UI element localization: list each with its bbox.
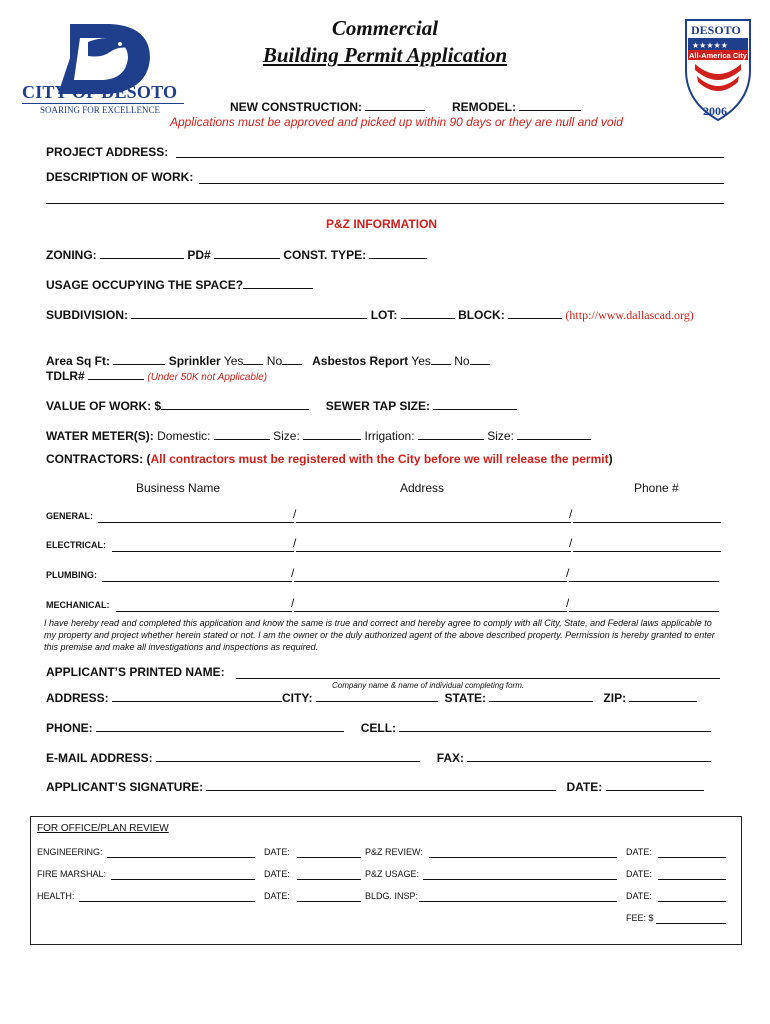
pz-review-label: P&Z REVIEW: [365, 847, 423, 857]
value-row: VALUE OF WORK: $ SEWER TAP SIZE: [46, 398, 517, 413]
office-review-box [30, 816, 742, 945]
remodel-field[interactable] [519, 99, 581, 111]
engineering-field[interactable] [107, 857, 255, 858]
fire-marshal-label: FIRE MARSHAL: [37, 869, 107, 879]
mechanical-sep: / [291, 596, 295, 610]
pz-usage-field[interactable] [423, 879, 617, 880]
general-sep: / [293, 507, 297, 521]
engineering-label: ENGINEERING: [37, 847, 103, 857]
form-title-line1: Commercial [331, 16, 439, 40]
email-row: E-MAIL ADDRESS: FAX: [46, 750, 711, 765]
email-field[interactable] [156, 750, 420, 762]
pz-review-date-field[interactable] [658, 857, 726, 858]
health-date-label: DATE: [264, 891, 290, 901]
new-construction-label: NEW CONSTRUCTION: [230, 99, 425, 114]
general-name-field[interactable] [98, 522, 294, 523]
contractor-row-electrical: ELECTRICAL: [46, 540, 106, 550]
badge-name: DESOTO [691, 23, 741, 37]
signature-row: APPLICANT’S SIGNATURE: DATE: [46, 779, 704, 794]
usage-field[interactable] [243, 277, 313, 289]
contractor-row-plumbing: PLUMBING: [46, 570, 97, 580]
col-address: Address [400, 481, 445, 495]
city-logo [18, 18, 188, 118]
asbestos-yes[interactable] [431, 353, 451, 365]
contractor-row-mechanical: MECHANICAL: [46, 600, 110, 610]
validity-notice: Applications must be approved and picked up within 90 days or they are null and void [170, 115, 623, 129]
city-logo-rule [22, 103, 184, 104]
lot-field[interactable] [401, 307, 455, 319]
const-type-field[interactable] [369, 247, 427, 259]
address-row: ADDRESS: CITY: STATE: ZIP: [46, 690, 697, 705]
office-heading: FOR OFFICE/PLAN REVIEW [37, 823, 169, 834]
tdlr-row: TDLR# (Under 50K not Applicable) [46, 369, 268, 383]
description-field[interactable] [199, 183, 724, 184]
project-address-label: PROJECT ADDRESS: [46, 145, 169, 159]
col-phone: Phone # [634, 481, 679, 495]
bldg-date-label: DATE: [626, 891, 652, 901]
sprinkler-no[interactable] [282, 353, 302, 365]
subdivision-field[interactable] [131, 307, 367, 319]
project-address-field[interactable] [176, 157, 724, 158]
fire-marshal-field[interactable] [111, 879, 255, 880]
city-field[interactable] [316, 690, 438, 702]
form-title-line2: Building Permit Application [262, 43, 508, 67]
sewer-field[interactable] [433, 398, 517, 410]
printed-name-field[interactable] [236, 678, 720, 679]
plumbing-address-field[interactable] [294, 581, 567, 582]
domestic-size-field[interactable] [303, 428, 361, 440]
address-field[interactable] [112, 690, 282, 702]
general-sep2: / [569, 507, 573, 521]
bldg-insp-label: BLDG. INSP: [365, 891, 419, 901]
pz-usage-date-field[interactable] [658, 879, 726, 880]
water-row: WATER METER(S): Domestic: Size: Irrigation: Size: [46, 428, 591, 443]
electrical-name-field[interactable] [112, 551, 294, 552]
mechanical-phone-field[interactable] [569, 611, 719, 612]
plumbing-phone-field[interactable] [569, 581, 719, 582]
pd-field[interactable] [214, 247, 280, 259]
usage-label: USAGE OCCUPYING THE SPACE? [46, 277, 313, 292]
badge-year: 2006 [703, 104, 727, 118]
phone-row: PHONE: CELL: [46, 720, 711, 735]
state-field[interactable] [489, 690, 593, 702]
fire-date-field[interactable] [297, 879, 361, 880]
irrigation-field[interactable] [418, 428, 484, 440]
pz-usage-date-label: DATE: [626, 869, 652, 879]
city-name: CITY OF DESOTO [22, 82, 178, 102]
general-address-field[interactable] [296, 522, 571, 523]
pz-review-date-label: DATE: [626, 847, 652, 857]
printed-name-hint: Company name & name of individual completing form. [332, 681, 525, 690]
badge-banner: All-America City [689, 51, 747, 60]
subdivision-row: SUBDIVISION: LOT: BLOCK: (http://www.dallascad.org) [46, 308, 694, 322]
electrical-sep2: / [569, 536, 573, 550]
remodel-label: REMODEL: [452, 99, 581, 114]
plumbing-name-field[interactable] [102, 581, 292, 582]
irrigation-size-field[interactable] [517, 428, 591, 440]
printed-name-label: APPLICANT’S PRINTED NAME: [46, 665, 225, 679]
fee-field[interactable] [656, 923, 726, 924]
health-label: HEALTH: [37, 891, 75, 901]
engineering-date-field[interactable] [297, 857, 361, 858]
description-label: DESCRIPTION OF WORK: [46, 170, 194, 184]
signature-date-field[interactable] [606, 779, 704, 791]
cell-field[interactable] [399, 720, 711, 732]
domestic-field[interactable] [214, 428, 270, 440]
phone-field[interactable] [96, 720, 344, 732]
all-america-badge [683, 18, 753, 122]
affidavit-text: I have hereby read and completed this application and know the same is true and correct and hereby agree to comply with all City, State, and Federal laws applicable to my property and project whether herein stated or not. I am the owner or the duly authorized agent of the above described property. Permission is hereby granted to enter this premise and make all investigations and inspections as required. [44, 618, 715, 652]
value-field[interactable] [161, 398, 309, 410]
pz-usage-label: P&Z USAGE: [365, 869, 420, 879]
plumbing-sep2: / [566, 566, 570, 580]
health-field[interactable] [79, 901, 255, 902]
contractor-row-general: GENERAL: [46, 511, 93, 521]
col-business-name: Business Name [136, 481, 221, 495]
tdlr-field[interactable] [88, 368, 144, 380]
zoning-label: ZONING: PD# CONST. TYPE: [46, 247, 427, 262]
svg-text:★★★★★: ★★★★★ [692, 41, 728, 50]
electrical-address-field[interactable] [296, 551, 571, 552]
asbestos-no[interactable] [470, 353, 490, 365]
electrical-sep: / [293, 536, 297, 550]
plumbing-sep: / [291, 566, 295, 580]
general-phone-field[interactable] [573, 522, 721, 523]
area-field[interactable] [113, 353, 165, 365]
city-tagline: SOARING FOR EXCELLENCE [40, 105, 161, 115]
fee-label: FEE: $ [626, 913, 654, 923]
zip-field[interactable] [629, 690, 697, 702]
health-date-field[interactable] [297, 901, 361, 902]
block-field[interactable] [508, 307, 562, 319]
bldg-date-field[interactable] [658, 901, 726, 902]
pz-review-field[interactable] [429, 857, 617, 858]
mechanical-sep2: / [566, 596, 570, 610]
fax-field[interactable] [467, 750, 711, 762]
zoning-field[interactable] [100, 247, 184, 259]
signature-field[interactable] [206, 779, 556, 791]
electrical-phone-field[interactable] [573, 551, 721, 552]
new-construction-field[interactable] [365, 99, 425, 111]
fire-date-label: DATE: [264, 869, 290, 879]
engineering-date-label: DATE: [264, 847, 290, 857]
mechanical-address-field[interactable] [294, 611, 567, 612]
contractors-heading: CONTRACTORS: (All contractors must be registered with the City before we will release the permit) [46, 452, 613, 466]
dallascad-link[interactable]: (http://www.dallascad.org) [565, 308, 694, 322]
pz-heading: P&Z INFORMATION [326, 217, 438, 231]
sprinkler-yes[interactable] [243, 353, 263, 365]
bldg-insp-field[interactable] [419, 901, 617, 902]
mechanical-name-field[interactable] [116, 611, 292, 612]
area-row: Area Sq Ft: Sprinkler Yes No Asbestos Report Yes No [46, 353, 490, 368]
description-field-line2[interactable] [46, 203, 724, 204]
